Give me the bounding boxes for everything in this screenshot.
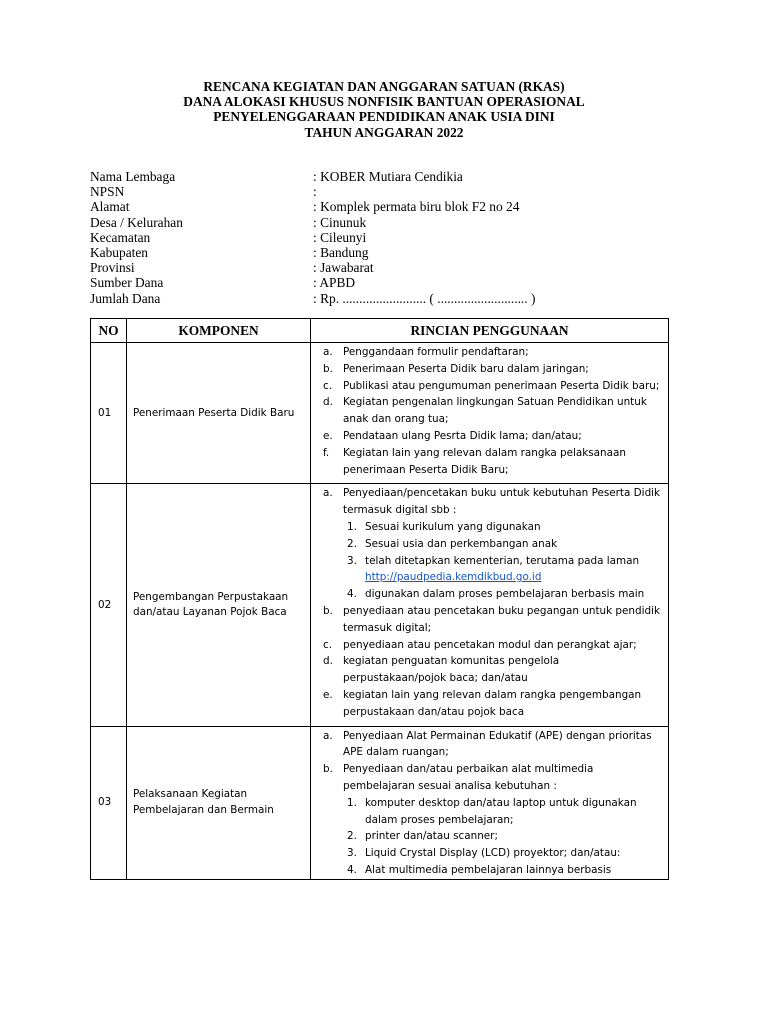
list-text: Publikasi atau pengumuman penerimaan Peserta Didik baru;	[343, 379, 660, 392]
info-value: :	[313, 184, 317, 200]
list-marker: 1.	[347, 520, 357, 533]
info-row	[90, 199, 535, 214]
list-marker: c.	[323, 638, 333, 651]
rkas-table	[90, 318, 669, 880]
info-row	[90, 275, 535, 290]
info-label: Desa / Kelurahan	[90, 214, 183, 230]
list-marker: 2.	[347, 537, 357, 550]
sub-list-item	[343, 795, 662, 829]
info-label: Kecamatan	[90, 229, 151, 245]
list-item	[317, 603, 662, 637]
info-value: : Cinunuk	[313, 214, 367, 230]
list-item	[317, 485, 662, 519]
list-item	[317, 637, 662, 654]
paudpedia-link[interactable]: http://paudpedia.kemdikbud.go.id	[365, 571, 542, 584]
list-marker: a.	[323, 346, 333, 358]
info-row	[90, 230, 535, 245]
table-row	[91, 484, 669, 726]
list-text: Penggandaan formulir pendaftaran;	[343, 346, 529, 358]
list-marker: d.	[323, 655, 333, 668]
list-item	[317, 344, 662, 361]
list-text: Sesuai usia dan perkembangan anak	[365, 537, 558, 550]
list-text-with-link	[365, 553, 662, 587]
info-row	[90, 260, 535, 275]
info-row	[90, 291, 535, 306]
list-text: Liquid Crystal Display (LCD) proyektor; dan/atau:	[365, 847, 621, 860]
sub-list-item	[343, 828, 662, 845]
list-text: Penerimaan Peserta Didik baru dalam jaringan;	[343, 362, 589, 375]
sub-list-item	[343, 586, 662, 603]
list-item	[317, 728, 662, 762]
list-text: penyediaan atau pencetakan modul dan perangkat ajar;	[343, 638, 637, 651]
list-text: Pendataan ulang Pesrta Didik lama; dan/atau;	[343, 429, 582, 442]
list-marker: b.	[323, 604, 333, 617]
info-value: : Bandung	[313, 244, 369, 260]
row-komponen: Pengembangan Perpustakaan dan/atau Layanan Pojok Baca	[127, 484, 311, 726]
list-marker: b.	[323, 763, 333, 776]
list-item	[317, 653, 662, 687]
list-item	[317, 361, 662, 378]
list-item	[317, 394, 662, 428]
list-text: printer dan/atau scanner;	[365, 830, 498, 843]
list-marker: 4.	[347, 588, 357, 601]
info-label: Sumber Dana	[90, 275, 164, 291]
header-rincian: RINCIAN PENGGUNAAN	[311, 319, 669, 343]
list-text: Sesuai kurikulum yang digunakan	[365, 520, 541, 533]
info-label: Kabupaten	[90, 244, 149, 260]
row-komponen: Penerimaan Peserta Didik Baru	[127, 343, 311, 484]
list-item	[317, 428, 662, 445]
sub-list-item	[343, 519, 662, 536]
table-header-row	[91, 319, 669, 343]
list-item	[317, 378, 662, 395]
list-marker: a.	[323, 729, 333, 742]
list-text: komputer desktop dan/atau laptop untuk digunakan dalam proses pembelajaran;	[365, 796, 637, 826]
info-row	[90, 215, 535, 230]
list-text: digunakan dalam proses pembelajaran berbasis main	[365, 588, 645, 601]
info-value: : Cileunyi	[313, 229, 367, 245]
row-number: 03	[91, 726, 127, 879]
info-row	[90, 169, 535, 184]
institution-info	[90, 169, 535, 306]
list-marker: a.	[323, 487, 333, 500]
table-row	[91, 726, 669, 879]
info-value: : Komplek permata biru blok F2 no 24	[313, 199, 520, 215]
list-item	[317, 445, 662, 479]
list-marker: b.	[323, 362, 333, 375]
list-marker: f.	[323, 446, 330, 459]
info-value: : APBD	[313, 275, 356, 291]
info-label: Jumlah Dana	[90, 290, 161, 306]
list-text: kegiatan lain yang relevan dalam rangka pengembangan perpustakaan dan/atau pojok baca	[343, 688, 642, 718]
list-text: kegiatan penguatan komunitas pengelola perpustakaan/pojok baca; dan/atau	[343, 655, 560, 685]
list-text: Alat multimedia pembelajaran lainnya berbasis	[365, 863, 612, 876]
info-label: Nama Lembaga	[90, 169, 176, 184]
list-text: telah ditetapkan kementerian, terutama pada laman	[365, 554, 640, 567]
list-marker: e.	[323, 429, 333, 442]
document-title	[0, 79, 768, 140]
info-value: : Jawabarat	[313, 260, 374, 276]
list-item	[317, 761, 662, 795]
row-rincian	[311, 343, 669, 484]
title-line-1: RENCANA KEGIATAN DAN ANGGARAN SATUAN (RKAS)	[203, 79, 565, 94]
list-marker: 2.	[347, 830, 357, 843]
title-line-3: PENYELENGGARAAN PENDIDIKAN ANAK USIA DINI	[213, 109, 555, 125]
row-number: 01	[91, 343, 127, 484]
info-value: : KOBER Mutiara Cendikia	[313, 169, 463, 184]
list-item	[317, 687, 662, 721]
list-marker: c.	[323, 379, 333, 392]
list-marker: d.	[323, 396, 333, 409]
row-number: 02	[91, 484, 127, 726]
list-text: penyediaan atau pencetakan buku pegangan untuk pendidik termasuk digital;	[343, 604, 660, 634]
sub-list-item	[343, 553, 662, 587]
title-line-2: DANA ALOKASI KHUSUS NONFISIK BANTUAN OPERASIONAL	[183, 94, 585, 110]
sub-list-item	[343, 845, 662, 862]
list-marker: 1.	[347, 796, 357, 809]
title-line-4: TAHUN ANGGARAN 2022	[304, 124, 464, 140]
table-row	[91, 343, 669, 484]
info-label: Provinsi	[90, 260, 135, 276]
list-text: Penyediaan Alat Permainan Edukatif (APE) dengan prioritas APE dalam ruangan;	[343, 729, 652, 759]
header-komponen: KOMPONEN	[127, 319, 311, 343]
row-komponen: Pelaksanaan Kegiatan Pembelajaran dan Bermain	[127, 726, 311, 879]
list-marker: 3.	[347, 554, 357, 567]
sub-list-item	[343, 536, 662, 553]
row-rincian	[311, 484, 669, 726]
info-label: Alamat	[90, 199, 130, 215]
info-row	[90, 245, 535, 260]
list-text: Penyediaan dan/atau perbaikan alat multimedia pembelajaran sesuai analisa kebutuhan :	[343, 763, 594, 792]
row-rincian	[311, 726, 669, 879]
header-no: NO	[91, 319, 127, 343]
list-marker: 3.	[347, 847, 357, 860]
sub-list-item	[343, 862, 662, 879]
list-text: Kegiatan lain yang relevan dalam rangka pelaksanaan penerimaan Peserta Didik Baru;	[343, 446, 626, 476]
list-marker: e.	[323, 688, 333, 701]
info-row	[90, 184, 535, 199]
info-label: NPSN	[90, 184, 125, 200]
info-value: : Rp. ......................... ( ........................... )	[313, 290, 536, 306]
list-text: Penyediaan/pencetakan buku untuk kebutuhan Peserta Didik termasuk digital sbb :	[343, 487, 661, 517]
list-marker: 4.	[347, 863, 357, 876]
list-text: Kegiatan pengenalan lingkungan Satuan Pendidikan untuk anak dan orang tua;	[343, 396, 647, 426]
